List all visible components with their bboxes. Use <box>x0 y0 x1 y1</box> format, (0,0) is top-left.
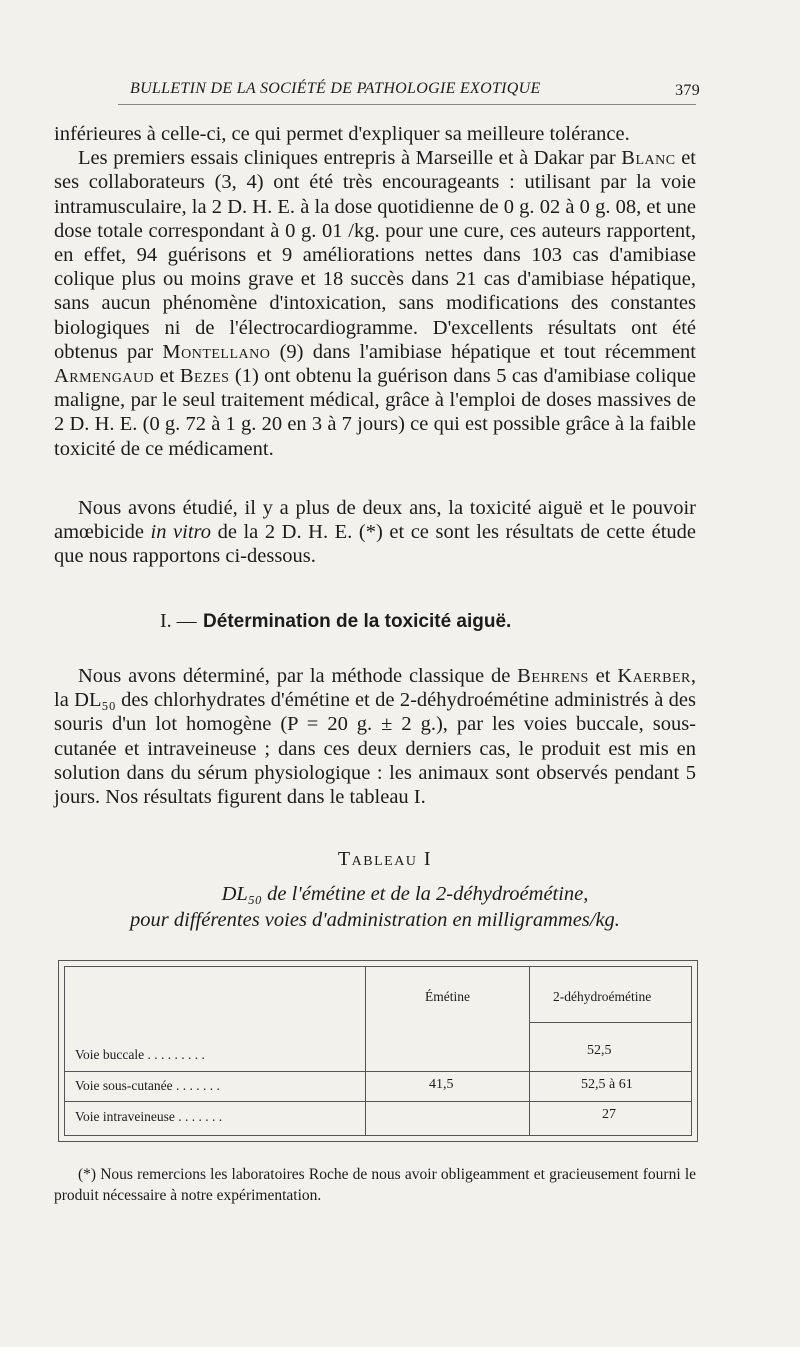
results-table <box>58 960 698 1142</box>
intro-paragraphs <box>54 122 696 461</box>
cell-sous-cutanee-dhe: 52,5 à 61 <box>581 1077 633 1092</box>
table-caption-line-2: pour différentes voies d'administration en milligrammes/kg. <box>130 909 620 931</box>
row-divider <box>65 1071 691 1072</box>
journal-title: BULLETIN DE LA SOCIÉTÉ DE PATHOLOGIE EXOTIQUE <box>130 80 541 97</box>
author-name: Bezes <box>179 365 230 388</box>
table-caption <box>54 848 696 933</box>
row-label-buccale: Voie buccale . . . . . . . . . <box>75 1047 205 1062</box>
paragraph-1: inférieures à celle-ci, ce qui permet d'expliquer sa meilleure tolérance. <box>54 123 630 145</box>
table-label: Tableau I <box>337 848 433 870</box>
cell-intraveineuse-dhe: 27 <box>602 1107 616 1122</box>
column-header-emetine: Émétine <box>425 989 470 1004</box>
cell-sous-cutanee-emetine: 41,5 <box>429 1077 454 1092</box>
row-label-sous-cutanee: Voie sous-cutanée . . . . . . . <box>75 1078 220 1093</box>
section-title: Détermination de la toxicité aiguë. <box>203 611 512 632</box>
header-rule <box>118 104 696 105</box>
in-vitro-term: in vitro <box>150 521 211 544</box>
paragraph-3: Nous avons étudié, il y a plus de deux ans, la toxicité aiguë et le pouvoir amœbicide in vitro de la 2 D. H. E. (*) et ce sont les résultats de cette étude que nous rapportons ci-dessous. <box>54 497 696 568</box>
cell-buccale-dhe: 52,5 <box>587 1043 612 1058</box>
paragraph-2: Les premiers essais cliniques entrepris à Marseille et à Dakar par Blanc et ses collaborateurs (3, 4) ont été très encourageants : utilisant par la voie intramusculaire, la 2 D. H. E. à la dose quotidienne de 0 g. 02 à 0 g. 08, et une dose totale correspondant à 0 g. 01 /kg. pour une cure, ces auteurs rapportent, en effet, 94 guérisons et 9 améliorations nettes dans 103 cas d'amibiase colique plus ou moins grave et 18 succès dans 21 cas d'amibiase hépatique, sans aucun phénomène d'intoxication, sans modifications des constantes biologiques ni de l'électrocardiogramme. D'excellents résultats ont été obtenus par Montellano (9) dans l'amibiase hépatique et tout récemment Armengaud et Bezes (1) ont obtenu la guérison dans 5 cas d'amibiase colique maligne, par le seul traitement médical, grâce à l'emploi de doses massives de 2 D. H. E. (0 g. 72 à 1 g. 20 en 3 à 7 jours) ce qui est possible grâce à la faible toxicité de ce médicament. <box>54 147 697 460</box>
author-name: Montellano <box>162 340 271 363</box>
page-number: 379 <box>675 82 700 99</box>
author-name: Blanc <box>621 147 676 170</box>
table-caption-line-1: DL₅₀ de l'émétine et de la 2-déhydroémétine, <box>221 883 589 905</box>
row-divider <box>65 1101 691 1102</box>
column-header-dhe: 2-déhydroémétine <box>553 989 652 1004</box>
column-divider <box>529 967 530 1135</box>
section-heading <box>160 608 660 633</box>
author-name: Armengaud <box>54 365 155 388</box>
footnote: (*) Nous remercions les laboratoires Roche de nous avoir obligeamment et gracieusement fourni le produit nécessaire à notre expérimentation. <box>54 1166 696 1204</box>
paragraph-4: Nous avons déterminé, par la méthode classique de Behrens et Kaerber, la DL₅₀ des chlorhydrates d'émétine et de 2-déhydroémétine administrés à des souris d'un lot homogène (P = 20 g. ± 2 g.), par les voies buccale, sous-cutanée et intraveineuse ; dans ces deux derniers cas, le produit est mis en solution dans du sérum physiologique : les animaux sont observés pendant 5 jours. Nos résultats figurent dans le tableau I. <box>54 665 696 809</box>
row-label-intraveineuse: Voie intraveineuse . . . . . . . <box>75 1109 223 1124</box>
section-number: I. — <box>160 610 197 632</box>
results-table-inner <box>64 966 692 1136</box>
column-divider <box>365 967 366 1135</box>
author-name: Behrens <box>517 665 589 687</box>
author-name: Kaerber <box>617 665 691 687</box>
header-underline <box>529 1022 691 1023</box>
